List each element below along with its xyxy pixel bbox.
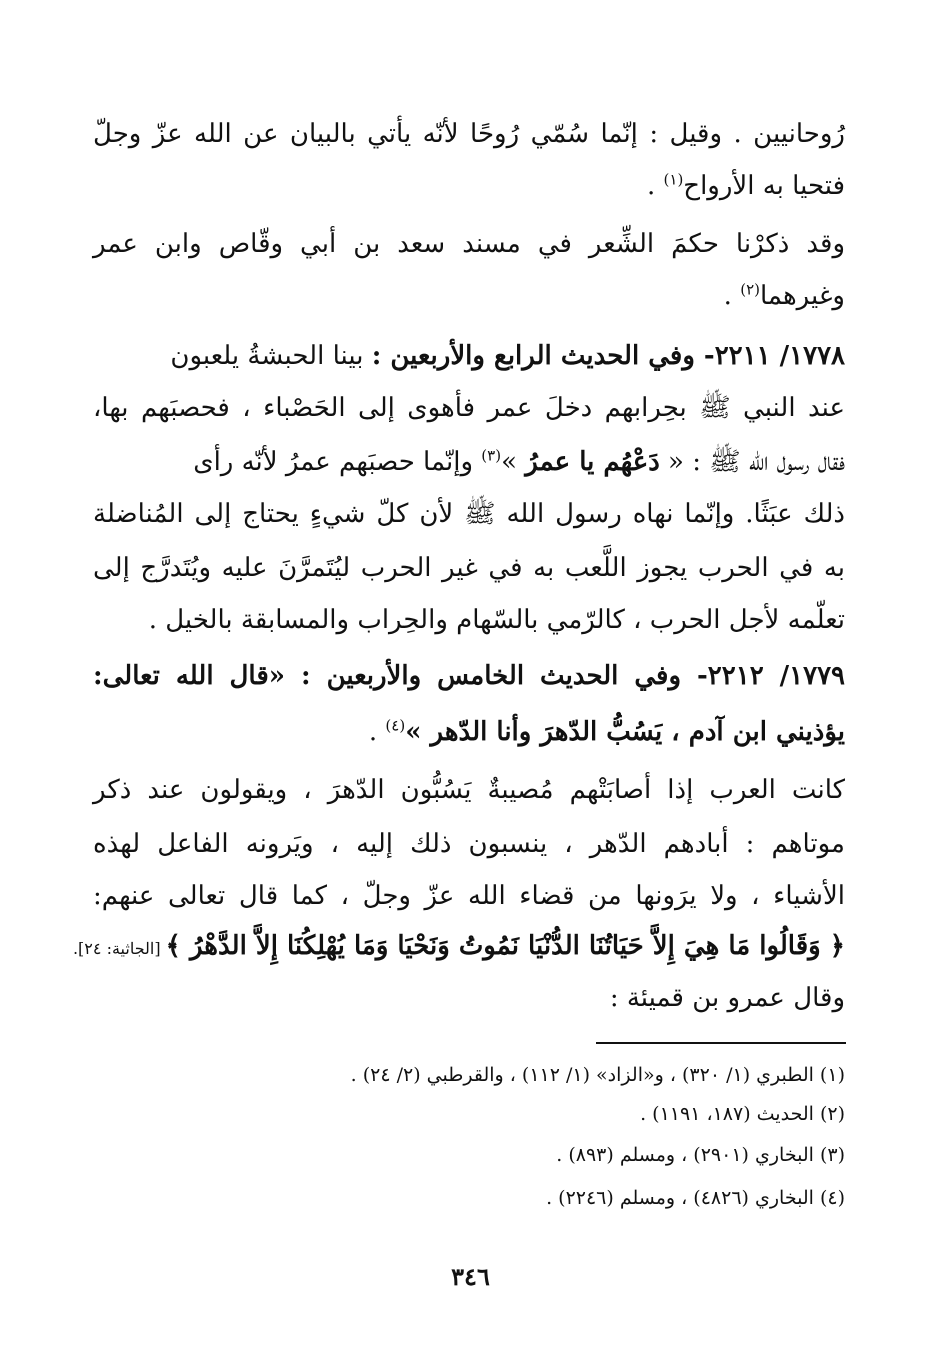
- text-line: موتاهم : أبادهم الدّهر ، ينسبون ذلك إليه ، ويَرونه الفاعل لهذه: [93, 829, 845, 859]
- hadith-quote: يؤذيني ابن آدم ، يَسُبُّ الدّهرَ وأنا الدّهر »: [405, 717, 845, 747]
- text-fragment: .: [723, 281, 741, 311]
- text-line: الأشياء ، ولا يرَونها من قضاء الله عزّ وجلّ ، كما قال تعالى عنهم:: [93, 881, 845, 911]
- text-fragment: .: [646, 171, 664, 201]
- text-line: ذلك عبَثًا. وإنّما نهاه رسول الله ﷺ لأن كلّ شيءٍ يحتاج إلى المُناضلة: [93, 499, 845, 529]
- quran-verse-line: [72, 926, 845, 969]
- verse-reference: [الجاثية: ٢٤].: [72, 939, 166, 958]
- text-fragment: بينا الحبشةُ يلعبون: [170, 341, 372, 371]
- footnote-marker: (٢): [740, 280, 760, 299]
- text-line: وقال عمرو بن قميئة :: [609, 983, 845, 1013]
- text-line: وقد ذكرْنا حكمَ الشِّعر في مسند سعد بن أبي وقّاص وابن عمر: [93, 229, 845, 259]
- text-line: تعلّمه لأجل الحرب ، كالرّمي بالسّهام والحِراب والمسابقة بالخيل .: [148, 605, 845, 635]
- text-line: [93, 166, 845, 206]
- text-line: [93, 712, 845, 752]
- text-fragment: وغيرهما: [759, 281, 845, 311]
- footnote-marker: (٣): [481, 446, 502, 465]
- footnote: (١) الطبري (١/ ٣٢٠) ، و«الزاد» (١/ ١١٢) ، والقرطبي (٢/ ٢٤) .: [350, 1064, 845, 1086]
- text-fragment: .: [368, 717, 386, 747]
- footnote: (٤) البخاري (٤٨٢٦) ، ومسلم (٢٢٤٦) .: [546, 1187, 845, 1209]
- hadith-heading-line: [93, 336, 845, 376]
- text-line: [93, 442, 845, 482]
- text-line: كانت العرب إذا أصابَتْهم مُصيبةٌ يَسُبُّون الدّهرَ ، ويقولون عند ذكر: [93, 775, 845, 805]
- hadith-heading-line: ١٧٧٩/ ٢٢١٢- وفي الحديث الخامس والأربعين : «قال الله تعالى:: [93, 661, 845, 691]
- text-fragment: وإنّما حصبَهم عمرُ لأنّه رأى: [193, 447, 482, 477]
- hadith-heading: ١٧٧٨/ ٢٢١١- وفي الحديث الرابع والأربعين :: [371, 341, 845, 371]
- text-line: به في الحرب يجوز اللَّعب به في غير الحرب ليُتَمرَّنَ عليه ويُتَدرَّج إلى: [93, 553, 845, 583]
- quran-verse: ﴿ وَقَالُوا مَا هِيَ إِلاَّ حَيَاتُنَا الدُّنْيَا نَمُوتُ وَنَحْيَا وَمَا يُهْلِكُنَا إِلاَّ الدَّهْرُ ﴾: [165, 931, 845, 961]
- text-line: رُوحانيين . وقيل : إنّما سُمّي رُوحًا لأنّه يأتي بالبيان عن الله عزّ وجلّ: [93, 119, 845, 149]
- text-fragment: فقال رسول الله ﷺ : «: [659, 447, 845, 477]
- footnote: (٢) الحديث (١٨٧، ١١٩١) .: [640, 1103, 845, 1125]
- text-line: عند النبي ﷺ بحِرابهم دخلَ عمر فأهوى إلى الحَصْباء ، فحصبَهم بها،: [93, 393, 845, 423]
- text-fragment: »: [501, 447, 526, 477]
- footnote-separator: [596, 1042, 846, 1044]
- footnote-marker: (٤): [385, 716, 406, 735]
- text-fragment: فتحيا به الأرواح: [683, 171, 845, 201]
- page-number: ٣٤٦: [451, 1262, 490, 1291]
- footnote-marker: (١): [663, 170, 684, 189]
- hadith-quote: دَعْهُم يا عمرُ: [525, 447, 660, 477]
- footnote: (٣) البخاري (٢٩٠١) ، ومسلم (٨٩٣) .: [556, 1144, 845, 1166]
- text-line: [93, 276, 845, 316]
